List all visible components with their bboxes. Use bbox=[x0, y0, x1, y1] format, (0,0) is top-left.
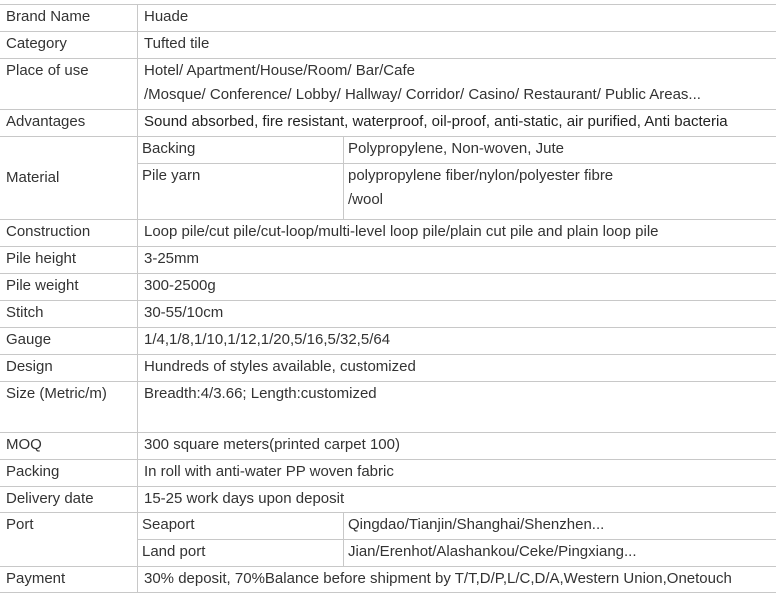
pile-yarn-line-1: polypropylene fiber/nylon/polyester fibre bbox=[348, 167, 614, 184]
label-size: Size (Metric/m) bbox=[0, 382, 138, 432]
value-pile-height: 3-25mm bbox=[144, 250, 200, 267]
row-stitch bbox=[0, 300, 776, 327]
value-packing: In roll with anti-water PP woven fabric bbox=[144, 463, 394, 480]
value-payment: 30% deposit, 70%Balance before shipment by T/T,D/P,L/C,D/A,Western Union,Onetouch bbox=[144, 570, 732, 587]
value-land-port: Jian/Erenhot/Alashankou/Ceke/Pingxiang... bbox=[348, 543, 637, 560]
value-gauge: 1/4,1/8,1/10,1/12,1/20,5/16,5/32,5/64 bbox=[144, 331, 391, 348]
row-size bbox=[0, 381, 776, 432]
label-pile-height: Pile height bbox=[0, 247, 138, 273]
value-delivery-date: 15-25 work days upon deposit bbox=[144, 490, 345, 507]
row-material bbox=[0, 136, 776, 219]
label-backing: Backing bbox=[138, 137, 344, 163]
value-design: Hundreds of styles available, customized bbox=[144, 358, 416, 375]
value-pile-yarn bbox=[344, 164, 776, 220]
port-land-port-row bbox=[138, 540, 776, 567]
row-place-of-use bbox=[0, 58, 776, 109]
place-of-use-line-2: /Mosque/ Conference/ Lobby/ Hallway/ Corridor/ Casino/ Restaurant/ Public Areas... bbox=[144, 86, 701, 103]
row-moq bbox=[0, 432, 776, 459]
label-construction: Construction bbox=[0, 220, 138, 246]
port-seaport-row bbox=[138, 513, 776, 540]
row-port bbox=[0, 512, 776, 566]
value-seaport: Qingdao/Tianjin/Shanghai/Shenzhen... bbox=[348, 516, 605, 533]
row-design bbox=[0, 354, 776, 381]
label-category: Category bbox=[0, 32, 138, 58]
label-stitch: Stitch bbox=[0, 301, 138, 327]
label-packing: Packing bbox=[0, 460, 138, 486]
label-land-port: Land port bbox=[138, 540, 344, 567]
place-of-use-line-1: Hotel/ Apartment/House/Room/ Bar/Cafe bbox=[144, 62, 415, 79]
row-construction bbox=[0, 219, 776, 246]
row-pile-height bbox=[0, 246, 776, 273]
table-bottom-border bbox=[0, 592, 776, 593]
row-brand-name bbox=[0, 4, 776, 31]
label-advantages: Advantages bbox=[0, 110, 138, 136]
label-place-of-use: Place of use bbox=[0, 59, 138, 109]
label-payment: Payment bbox=[0, 567, 138, 592]
label-design: Design bbox=[0, 355, 138, 381]
row-payment bbox=[0, 566, 776, 592]
label-port: Port bbox=[0, 513, 138, 566]
pile-yarn-line-2: /wool bbox=[348, 191, 384, 208]
label-moq: MOQ bbox=[0, 433, 138, 459]
row-advantages bbox=[0, 109, 776, 136]
label-delivery-date: Delivery date bbox=[0, 487, 138, 512]
value-construction: Loop pile/cut pile/cut-loop/multi-level loop pile/plain cut pile and plain loop pile bbox=[144, 223, 659, 240]
row-delivery-date bbox=[0, 486, 776, 512]
material-pile-yarn-row bbox=[138, 164, 776, 220]
row-pile-weight bbox=[0, 273, 776, 300]
label-pile-weight: Pile weight bbox=[0, 274, 138, 300]
value-moq: 300 square meters(printed carpet 100) bbox=[144, 436, 400, 453]
label-seaport: Seaport bbox=[138, 513, 344, 539]
material-backing-row bbox=[138, 137, 776, 164]
value-pile-weight: 300-2500g bbox=[144, 277, 216, 294]
label-gauge: Gauge bbox=[0, 328, 138, 354]
value-place-of-use bbox=[138, 59, 776, 109]
value-size: Breadth:4/3.66; Length:customized bbox=[144, 385, 377, 402]
label-pile-yarn: Pile yarn bbox=[138, 164, 344, 220]
row-packing bbox=[0, 459, 776, 486]
label-material: Material bbox=[0, 137, 138, 219]
value-stitch: 30-55/10cm bbox=[144, 304, 224, 321]
label-brand-name: Brand Name bbox=[0, 5, 138, 31]
row-category bbox=[0, 31, 776, 58]
value-brand-name: Huade bbox=[144, 8, 189, 25]
value-advantages: Sound absorbed, fire resistant, waterproof, oil-proof, anti-static, air purified, Anti bacteria bbox=[144, 113, 728, 130]
row-gauge bbox=[0, 327, 776, 354]
value-category: Tufted tile bbox=[144, 35, 210, 52]
value-backing: Polypropylene, Non-woven, Jute bbox=[348, 140, 564, 157]
